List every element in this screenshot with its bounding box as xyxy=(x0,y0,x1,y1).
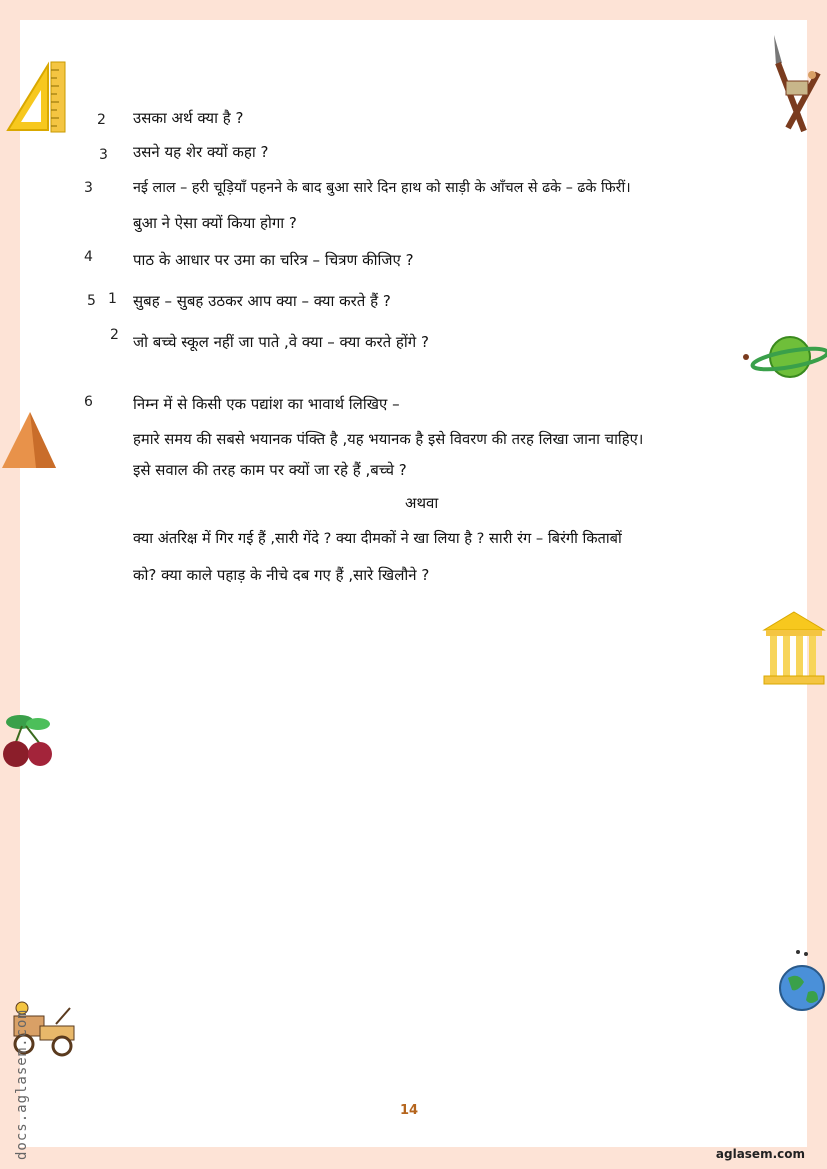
planet-icon xyxy=(740,335,827,381)
question-number: 2 xyxy=(97,112,106,128)
question-number: 3 xyxy=(84,180,93,196)
question-text: जो बच्चे स्कूल नहीं जा पाते ,वे क्या – क्या करते होंगे ? xyxy=(133,333,429,351)
question-number: 5 xyxy=(87,293,96,309)
question-text: बुआ ने ऐसा क्यों किया होगा ? xyxy=(133,214,297,232)
or-label: अथवा xyxy=(405,494,439,512)
question-text: उसका अर्थ क्या है ? xyxy=(133,109,244,127)
building-icon xyxy=(762,610,827,686)
question-number: 4 xyxy=(84,249,93,265)
poem-line: इसे सवाल की तरह काम पर क्यों जा रहे हैं ,बच्चे ? xyxy=(133,461,407,479)
question-number: 3 xyxy=(99,147,108,163)
globe-icon xyxy=(778,948,826,1014)
question-number: 6 xyxy=(84,394,93,410)
cherries-icon xyxy=(0,708,60,778)
watermark-text: docs.aglasem.com xyxy=(14,1009,30,1160)
question-text: निम्न में से किसी एक पद्यांश का भावार्थ लिखिए – xyxy=(133,395,400,413)
sub-question-number: 1 xyxy=(108,291,117,307)
robot-car-icon xyxy=(0,1000,82,1060)
sub-question-number: 2 xyxy=(110,327,119,343)
ruler-icon xyxy=(3,60,69,136)
poem-line: को? क्या काले पहाड़ के नीचे दब गए हैं ,सारे खिलौने ? xyxy=(133,566,430,584)
poem-line: क्या अंतरिक्ष में गिर गई हैं ,सारी गेंदे ? क्या दीमकों ने खा लिया है ? सारी रंग – बिरंगी किताबों xyxy=(133,530,622,547)
page-number: 14 xyxy=(400,1103,419,1118)
pyramid-icon xyxy=(0,410,58,470)
question-text: नई लाल – हरी चूड़ियाँ पहनने के बाद बुआ सारे दिन हाथ को साड़ी के आँचल से ढके – ढके फिरीं। xyxy=(133,180,631,196)
poem-line: हमारे समय की सबसे भयानक पंक्ति है ,यह भयानक है इसे विवरण की तरह लिखा जाना चाहिए। xyxy=(133,431,644,448)
brand-text: aglasem.com xyxy=(715,1147,805,1161)
tools-icon xyxy=(766,33,826,133)
question-text: सुबह – सुबह उठकर आप क्या – क्या करते हैं ? xyxy=(133,292,391,310)
question-text: उसने यह शेर क्यों कहा ? xyxy=(133,143,269,161)
question-text: पाठ के आधार पर उमा का चरित्र – चित्रण कीजिए ? xyxy=(133,251,414,269)
